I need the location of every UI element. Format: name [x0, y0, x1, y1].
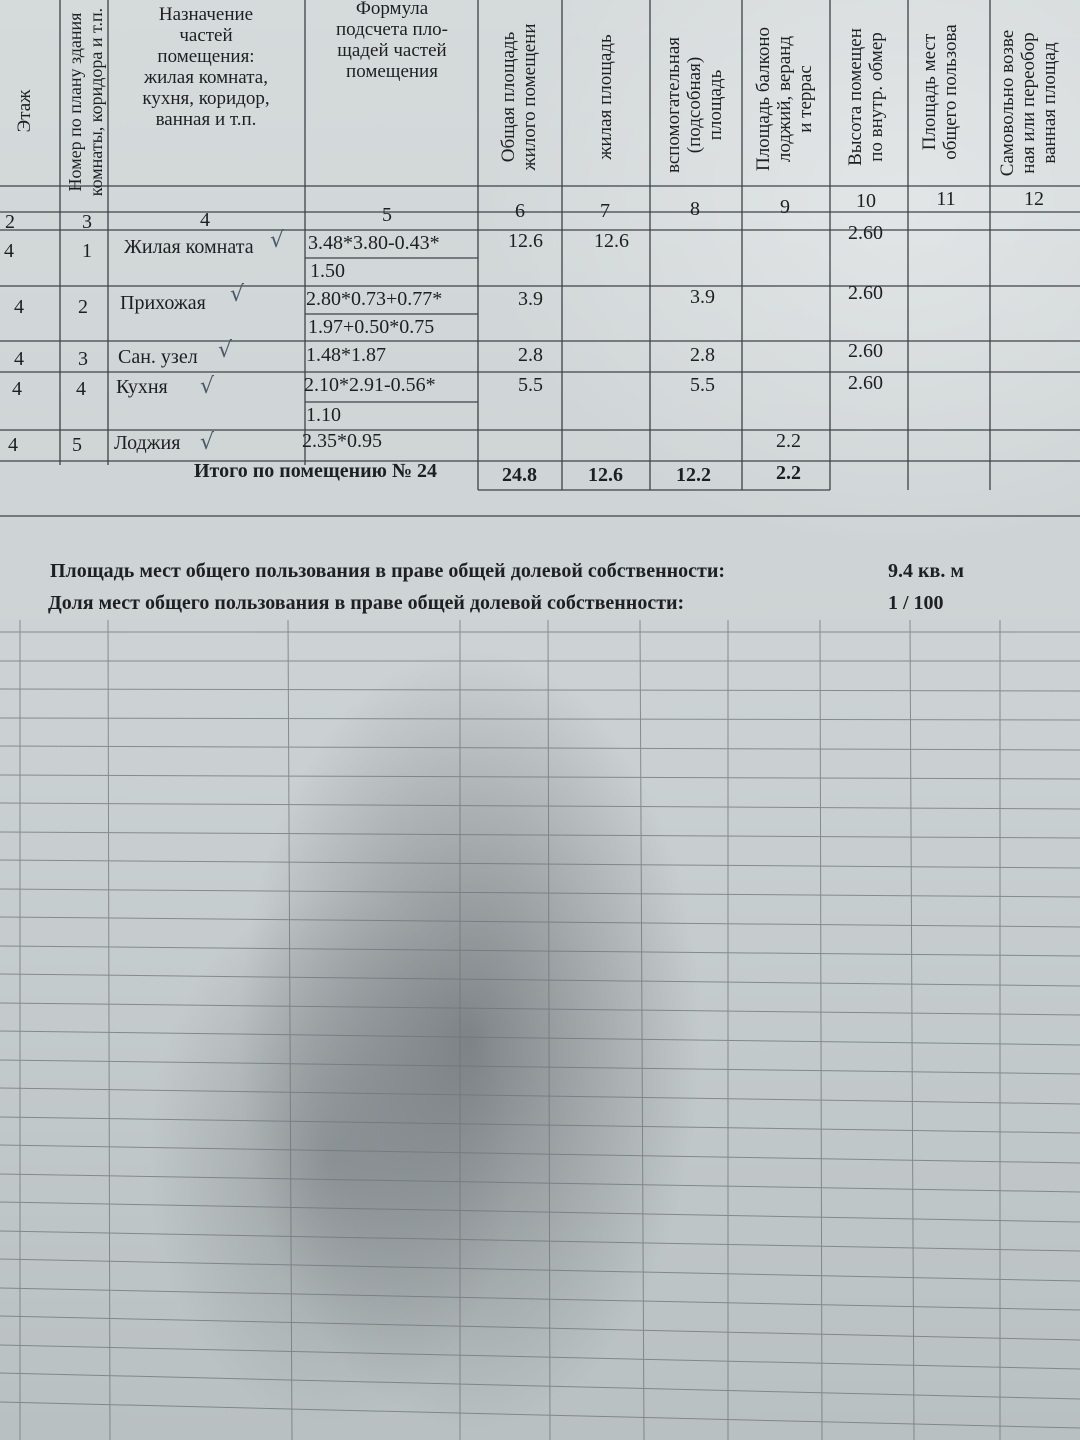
cell-name: Сан. узел	[118, 346, 198, 368]
cell-formula: 2.35*0.95	[302, 430, 382, 452]
col-number: 11	[936, 188, 956, 210]
cell-formula: 2.80*0.73+0.77*	[306, 288, 443, 310]
cell-total-area: 3.9	[518, 288, 543, 310]
cell-height: 2.60	[848, 222, 883, 244]
check-mark-icon: √	[270, 228, 285, 253]
header-balcony-area: Площадь балконо лоджий, веранд и террас	[753, 26, 816, 172]
cell-formula-cont: 1.97+0.50*0.75	[308, 316, 435, 338]
col-number: 4	[200, 209, 210, 231]
cell-formula: 2.10*2.91-0.56*	[304, 374, 436, 396]
cell-name: Прихожая	[120, 292, 206, 314]
cell-total-area: 12.6	[508, 230, 543, 252]
cell-formula: 1.48*1.87	[306, 344, 386, 366]
header-unauthorized-area: Самовольно возве ная или переобор ванная площад	[997, 29, 1060, 177]
common-share-value: 1 / 100	[888, 592, 944, 614]
cell-living-area: 12.6	[594, 230, 629, 252]
totals-living-area: 12.6	[588, 464, 623, 486]
col-number: 10	[856, 190, 876, 212]
cell-number: 2	[78, 296, 88, 318]
totals-label: Итого по помещению № 24	[194, 460, 438, 482]
cell-name: Жилая комната	[124, 236, 254, 258]
col-number: 2	[5, 211, 15, 233]
header-aux-area: вспомогательная (подсобная) площадь	[663, 36, 726, 174]
cell-floor: 4	[14, 348, 24, 370]
cell-height: 2.60	[848, 282, 883, 304]
cell-height: 2.60	[848, 372, 883, 394]
cell-formula: 3.48*3.80-0.43*	[308, 232, 440, 254]
check-mark-icon: √	[230, 282, 245, 307]
cell-floor: 4	[8, 434, 18, 456]
cell-number: 1	[82, 240, 92, 262]
cell-number: 4	[76, 378, 86, 400]
header-total-area: Общая площадь жилого помещени	[498, 23, 540, 171]
header-floor: Этаж	[14, 89, 35, 133]
col-number: 12	[1024, 188, 1044, 210]
cell-name: Лоджия	[114, 432, 181, 454]
header-living-area: жилая площадь	[595, 34, 616, 160]
header-height: Высота помещен по внутр. обмер	[845, 28, 887, 166]
cell-aux-area: 3.9	[690, 286, 715, 308]
totals-aux-area: 12.2	[676, 464, 711, 486]
cell-floor: 4	[4, 240, 14, 262]
col-number: 6	[515, 200, 525, 222]
common-area-value: 9.4 кв. м	[888, 560, 964, 582]
cell-number: 5	[72, 434, 82, 456]
cell-balcony-area: 2.2	[776, 430, 801, 452]
common-area-label: Площадь мест общего пользования в праве общей долевой собственности:	[50, 560, 726, 582]
cell-floor: 4	[12, 378, 22, 400]
totals-total-area: 24.8	[502, 464, 537, 486]
check-mark-icon: √	[218, 338, 233, 363]
totals-balcony-area: 2.2	[776, 462, 801, 484]
col-number: 9	[780, 196, 790, 218]
cell-name: Кухня	[116, 376, 168, 398]
col-number: 7	[600, 200, 610, 222]
header-room-number: Номер по плану здания комнаты, коридора и т.п.	[65, 7, 106, 197]
cell-number: 3	[78, 348, 88, 370]
check-mark-icon: √	[200, 374, 215, 399]
cell-aux-area: 5.5	[690, 374, 715, 396]
check-mark-icon: √	[200, 430, 215, 455]
col-number: 3	[82, 211, 92, 233]
cell-floor: 4	[14, 296, 24, 318]
header-room-purpose: Назначение частей помещения: жилая комната, кухня, коридор, ванная и т.п.	[142, 4, 270, 130]
header-formula: Формула подсчета пло- щадей частей помещения	[335, 0, 449, 82]
cell-total-area: 2.8	[518, 344, 543, 366]
cell-height: 2.60	[848, 340, 883, 362]
col-number: 8	[690, 198, 700, 220]
cell-formula-cont: 1.50	[310, 260, 345, 282]
header-common-area: Площадь мест общего пользова	[919, 24, 961, 160]
common-share-label: Доля мест общего пользования в праве общей долевой собственности:	[48, 592, 685, 614]
cell-aux-area: 2.8	[690, 344, 715, 366]
col-number: 5	[382, 204, 392, 226]
cell-total-area: 5.5	[518, 374, 543, 396]
cell-formula-cont: 1.10	[306, 404, 341, 426]
